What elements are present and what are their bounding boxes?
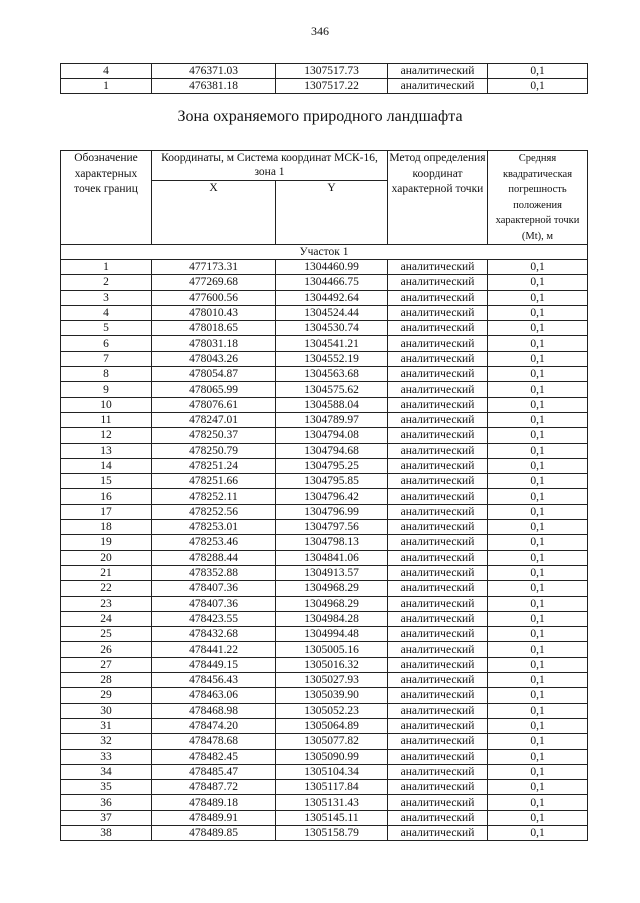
cell-x: 478253.01 [152, 520, 276, 535]
table-row [61, 611, 588, 626]
cell-mean-error: 0,1 [488, 458, 588, 473]
cell-y: 1305158.79 [276, 825, 388, 840]
header-coordinates: Координаты, м Система координат МСК-16, зона 1 [152, 151, 388, 181]
continuation-table-body [61, 64, 588, 94]
table-row [61, 550, 588, 565]
cell-mean-error: 0,1 [488, 825, 588, 840]
continuation-table [60, 63, 588, 94]
cell-y: 1305005.16 [276, 642, 388, 657]
cell-point-number: 31 [61, 718, 152, 733]
cell-mean-error: 0,1 [488, 596, 588, 611]
header-row-1 [61, 151, 588, 181]
cell-x: 478456.43 [152, 673, 276, 688]
cell-mean-error: 0,1 [488, 504, 588, 519]
cell-point-number: 27 [61, 657, 152, 672]
cell-x: 478474.20 [152, 718, 276, 733]
cell-method: аналитический [388, 825, 488, 840]
cell-y: 1304994.48 [276, 627, 388, 642]
cell-point-number: 14 [61, 458, 152, 473]
cell-method: аналитический [388, 734, 488, 749]
cell-y: 1304796.99 [276, 504, 388, 519]
cell-y: 1307517.22 [276, 79, 388, 94]
cell-mean-error: 0,1 [488, 688, 588, 703]
table-row [61, 305, 588, 320]
table-row [61, 275, 588, 290]
cell-point-number: 4 [61, 64, 152, 79]
cell-point-number: 2 [61, 275, 152, 290]
table-row [61, 412, 588, 427]
cell-y: 1305064.89 [276, 718, 388, 733]
cell-point-number: 17 [61, 504, 152, 519]
cell-y: 1304968.29 [276, 596, 388, 611]
table-row [61, 642, 588, 657]
table-row [61, 474, 588, 489]
cell-x: 478407.36 [152, 581, 276, 596]
table-row [61, 336, 588, 351]
cell-y: 1304797.56 [276, 520, 388, 535]
cell-x: 478252.56 [152, 504, 276, 519]
page-number: 346 [311, 24, 329, 38]
cell-y: 1304588.04 [276, 397, 388, 412]
cell-mean-error: 0,1 [488, 550, 588, 565]
cell-mean-error: 0,1 [488, 275, 588, 290]
cell-method: аналитический [388, 596, 488, 611]
cell-point-number: 10 [61, 397, 152, 412]
cell-point-number: 29 [61, 688, 152, 703]
cell-point-number: 30 [61, 703, 152, 718]
cell-mean-error: 0,1 [488, 581, 588, 596]
table-row [61, 290, 588, 305]
cell-y: 1305039.90 [276, 688, 388, 703]
cell-mean-error: 0,1 [488, 780, 588, 795]
section-title: Зона охраняемого природного ландшафта [177, 108, 463, 125]
cell-method: аналитический [388, 504, 488, 519]
cell-y: 1304794.08 [276, 428, 388, 443]
cell-y: 1304789.97 [276, 412, 388, 427]
table-row [61, 810, 588, 825]
cell-method: аналитический [388, 565, 488, 580]
cell-point-number: 7 [61, 351, 152, 366]
cell-mean-error: 0,1 [488, 382, 588, 397]
cell-method: аналитический [388, 535, 488, 550]
cell-mean-error: 0,1 [488, 673, 588, 688]
cell-method: аналитический [388, 581, 488, 596]
cell-x: 478423.55 [152, 611, 276, 626]
cell-mean-error: 0,1 [488, 764, 588, 779]
cell-x: 478463.06 [152, 688, 276, 703]
cell-mean-error: 0,1 [488, 520, 588, 535]
cell-x: 478031.18 [152, 336, 276, 351]
cell-point-number: 25 [61, 627, 152, 642]
cell-y: 1304795.85 [276, 474, 388, 489]
cell-x: 478478.68 [152, 734, 276, 749]
header-x: X [152, 181, 276, 245]
cell-method: аналитический [388, 305, 488, 320]
table-row [61, 718, 588, 733]
cell-x: 478485.47 [152, 764, 276, 779]
table-row [61, 673, 588, 688]
cell-method: аналитический [388, 474, 488, 489]
table-row [61, 535, 588, 550]
cell-point-number: 6 [61, 336, 152, 351]
cell-point-number: 18 [61, 520, 152, 535]
cell-mean-error: 0,1 [488, 397, 588, 412]
cell-method: аналитический [388, 260, 488, 275]
table-row [61, 596, 588, 611]
cell-method: аналитический [388, 520, 488, 535]
cell-x: 478352.88 [152, 565, 276, 580]
cell-x: 478250.37 [152, 428, 276, 443]
cell-mean-error: 0,1 [488, 336, 588, 351]
table-row [61, 565, 588, 580]
cell-mean-error: 0,1 [488, 489, 588, 504]
cell-point-number: 33 [61, 749, 152, 764]
cell-point-number: 23 [61, 596, 152, 611]
cell-mean-error: 0,1 [488, 351, 588, 366]
table-row [61, 260, 588, 275]
cell-y: 1304466.75 [276, 275, 388, 290]
table-row [61, 382, 588, 397]
cell-point-number: 19 [61, 535, 152, 550]
table-row [61, 79, 588, 94]
header-mean-error: Средняя квадратическая погрешность положения характерной точки (Mt), м [488, 151, 588, 245]
cell-y: 1304460.99 [276, 260, 388, 275]
table-row [61, 825, 588, 840]
cell-method: аналитический [388, 780, 488, 795]
cell-x: 478288.44 [152, 550, 276, 565]
cell-method: аналитический [388, 718, 488, 733]
cell-y: 1304530.74 [276, 321, 388, 336]
cell-point-number: 20 [61, 550, 152, 565]
table-row [61, 657, 588, 672]
cell-x: 478253.46 [152, 535, 276, 550]
cell-y: 1305145.11 [276, 810, 388, 825]
cell-x: 478482.45 [152, 749, 276, 764]
cell-y: 1304794.68 [276, 443, 388, 458]
cell-point-number: 5 [61, 321, 152, 336]
cell-x: 476381.18 [152, 79, 276, 94]
cell-method: аналитический [388, 550, 488, 565]
cell-y: 1305117.84 [276, 780, 388, 795]
cell-point-number: 8 [61, 367, 152, 382]
cell-method: аналитический [388, 627, 488, 642]
cell-mean-error: 0,1 [488, 367, 588, 382]
cell-method: аналитический [388, 275, 488, 290]
cell-x: 478251.66 [152, 474, 276, 489]
cell-method: аналитический [388, 764, 488, 779]
table-row [61, 581, 588, 596]
table-row [61, 780, 588, 795]
cell-x: 478250.79 [152, 443, 276, 458]
cell-point-number: 37 [61, 810, 152, 825]
cell-y: 1304575.62 [276, 382, 388, 397]
cell-y: 1304984.28 [276, 611, 388, 626]
coordinates-table [60, 150, 588, 841]
cell-method: аналитический [388, 367, 488, 382]
cell-point-number: 3 [61, 290, 152, 305]
cell-mean-error: 0,1 [488, 565, 588, 580]
cell-x: 478010.43 [152, 305, 276, 320]
cell-point-number: 24 [61, 611, 152, 626]
cell-x: 478043.26 [152, 351, 276, 366]
table-row [61, 688, 588, 703]
cell-mean-error: 0,1 [488, 260, 588, 275]
cell-method: аналитический [388, 428, 488, 443]
table-body [61, 245, 588, 841]
cell-x: 478468.98 [152, 703, 276, 718]
cell-mean-error: 0,1 [488, 642, 588, 657]
table-row [61, 764, 588, 779]
cell-mean-error: 0,1 [488, 535, 588, 550]
cell-y: 1304798.13 [276, 535, 388, 550]
cell-y: 1307517.73 [276, 64, 388, 79]
cell-method: аналитический [388, 749, 488, 764]
table-row [61, 795, 588, 810]
cell-method: аналитический [388, 382, 488, 397]
cell-y: 1304492.64 [276, 290, 388, 305]
cell-y: 1304541.21 [276, 336, 388, 351]
cell-mean-error: 0,1 [488, 64, 588, 79]
cell-x: 478018.65 [152, 321, 276, 336]
table-row [61, 428, 588, 443]
cell-mean-error: 0,1 [488, 810, 588, 825]
cell-mean-error: 0,1 [488, 703, 588, 718]
cell-mean-error: 0,1 [488, 627, 588, 642]
cell-x: 478489.91 [152, 810, 276, 825]
cell-mean-error: 0,1 [488, 443, 588, 458]
table-row [61, 504, 588, 519]
cell-y: 1305104.34 [276, 764, 388, 779]
cell-y: 1304913.57 [276, 565, 388, 580]
cell-y: 1305077.82 [276, 734, 388, 749]
table-row [61, 443, 588, 458]
cell-x: 478247.01 [152, 412, 276, 427]
cell-point-number: 32 [61, 734, 152, 749]
cell-mean-error: 0,1 [488, 412, 588, 427]
cell-y: 1304563.68 [276, 367, 388, 382]
cell-method: аналитический [388, 351, 488, 366]
cell-method: аналитический [388, 412, 488, 427]
cell-point-number: 34 [61, 764, 152, 779]
header-method: Метод определения координат характерной точки [388, 151, 488, 245]
cell-x: 478065.99 [152, 382, 276, 397]
cell-x: 478252.11 [152, 489, 276, 504]
cell-method: аналитический [388, 611, 488, 626]
cell-mean-error: 0,1 [488, 321, 588, 336]
cell-mean-error: 0,1 [488, 428, 588, 443]
cell-method: аналитический [388, 336, 488, 351]
cell-x: 478076.61 [152, 397, 276, 412]
cell-point-number: 21 [61, 565, 152, 580]
cell-mean-error: 0,1 [488, 290, 588, 305]
cell-x: 478489.18 [152, 795, 276, 810]
cell-point-number: 12 [61, 428, 152, 443]
cell-point-number: 38 [61, 825, 152, 840]
table-row [61, 64, 588, 79]
cell-mean-error: 0,1 [488, 474, 588, 489]
table-row [61, 351, 588, 366]
cell-y: 1305027.93 [276, 673, 388, 688]
cell-x: 478054.87 [152, 367, 276, 382]
cell-x: 478251.24 [152, 458, 276, 473]
table-row [61, 734, 588, 749]
cell-y: 1304552.19 [276, 351, 388, 366]
cell-mean-error: 0,1 [488, 734, 588, 749]
table-header [61, 151, 588, 245]
cell-method: аналитический [388, 795, 488, 810]
cell-point-number: 1 [61, 260, 152, 275]
cell-x: 478487.72 [152, 780, 276, 795]
table-row [61, 627, 588, 642]
cell-mean-error: 0,1 [488, 657, 588, 672]
cell-point-number: 15 [61, 474, 152, 489]
cell-method: аналитический [388, 642, 488, 657]
cell-method: аналитический [388, 64, 488, 79]
header-point-designation: Обозначение характерных точек границ [61, 151, 152, 245]
cell-x: 478449.15 [152, 657, 276, 672]
table-row [61, 367, 588, 382]
cell-point-number: 11 [61, 412, 152, 427]
cell-method: аналитический [388, 458, 488, 473]
cell-method: аналитический [388, 489, 488, 504]
cell-point-number: 26 [61, 642, 152, 657]
cell-x: 478432.68 [152, 627, 276, 642]
table-row [61, 321, 588, 336]
cell-method: аналитический [388, 703, 488, 718]
cell-method: аналитический [388, 673, 488, 688]
table-row [61, 749, 588, 764]
cell-point-number: 13 [61, 443, 152, 458]
cell-mean-error: 0,1 [488, 749, 588, 764]
cell-y: 1304795.25 [276, 458, 388, 473]
cell-point-number: 22 [61, 581, 152, 596]
cell-x: 478489.85 [152, 825, 276, 840]
cell-mean-error: 0,1 [488, 718, 588, 733]
cell-point-number: 36 [61, 795, 152, 810]
table-row [61, 703, 588, 718]
cell-method: аналитический [388, 321, 488, 336]
cell-y: 1304796.42 [276, 489, 388, 504]
cell-x: 477269.68 [152, 275, 276, 290]
cell-y: 1305052.23 [276, 703, 388, 718]
table-row [61, 397, 588, 412]
cell-method: аналитический [388, 443, 488, 458]
cell-point-number: 35 [61, 780, 152, 795]
cell-mean-error: 0,1 [488, 305, 588, 320]
cell-x: 477173.31 [152, 260, 276, 275]
cell-x: 476371.03 [152, 64, 276, 79]
cell-mean-error: 0,1 [488, 795, 588, 810]
cell-point-number: 4 [61, 305, 152, 320]
cell-method: аналитический [388, 397, 488, 412]
cell-mean-error: 0,1 [488, 79, 588, 94]
table-row [61, 458, 588, 473]
cell-method: аналитический [388, 657, 488, 672]
cell-method: аналитический [388, 290, 488, 305]
cell-y: 1305131.43 [276, 795, 388, 810]
cell-y: 1305016.32 [276, 657, 388, 672]
cell-method: аналитический [388, 688, 488, 703]
cell-y: 1304841.06 [276, 550, 388, 565]
cell-y: 1304968.29 [276, 581, 388, 596]
group-label: Участок 1 [61, 245, 588, 260]
cell-y: 1304524.44 [276, 305, 388, 320]
cell-method: аналитический [388, 79, 488, 94]
cell-point-number: 1 [61, 79, 152, 94]
cell-point-number: 28 [61, 673, 152, 688]
table-row [61, 489, 588, 504]
header-y: Y [276, 181, 388, 245]
cell-point-number: 9 [61, 382, 152, 397]
table-row [61, 520, 588, 535]
cell-mean-error: 0,1 [488, 611, 588, 626]
group-row [61, 245, 588, 260]
cell-x: 478441.22 [152, 642, 276, 657]
cell-x: 477600.56 [152, 290, 276, 305]
cell-y: 1305090.99 [276, 749, 388, 764]
cell-method: аналитический [388, 810, 488, 825]
cell-point-number: 16 [61, 489, 152, 504]
cell-x: 478407.36 [152, 596, 276, 611]
